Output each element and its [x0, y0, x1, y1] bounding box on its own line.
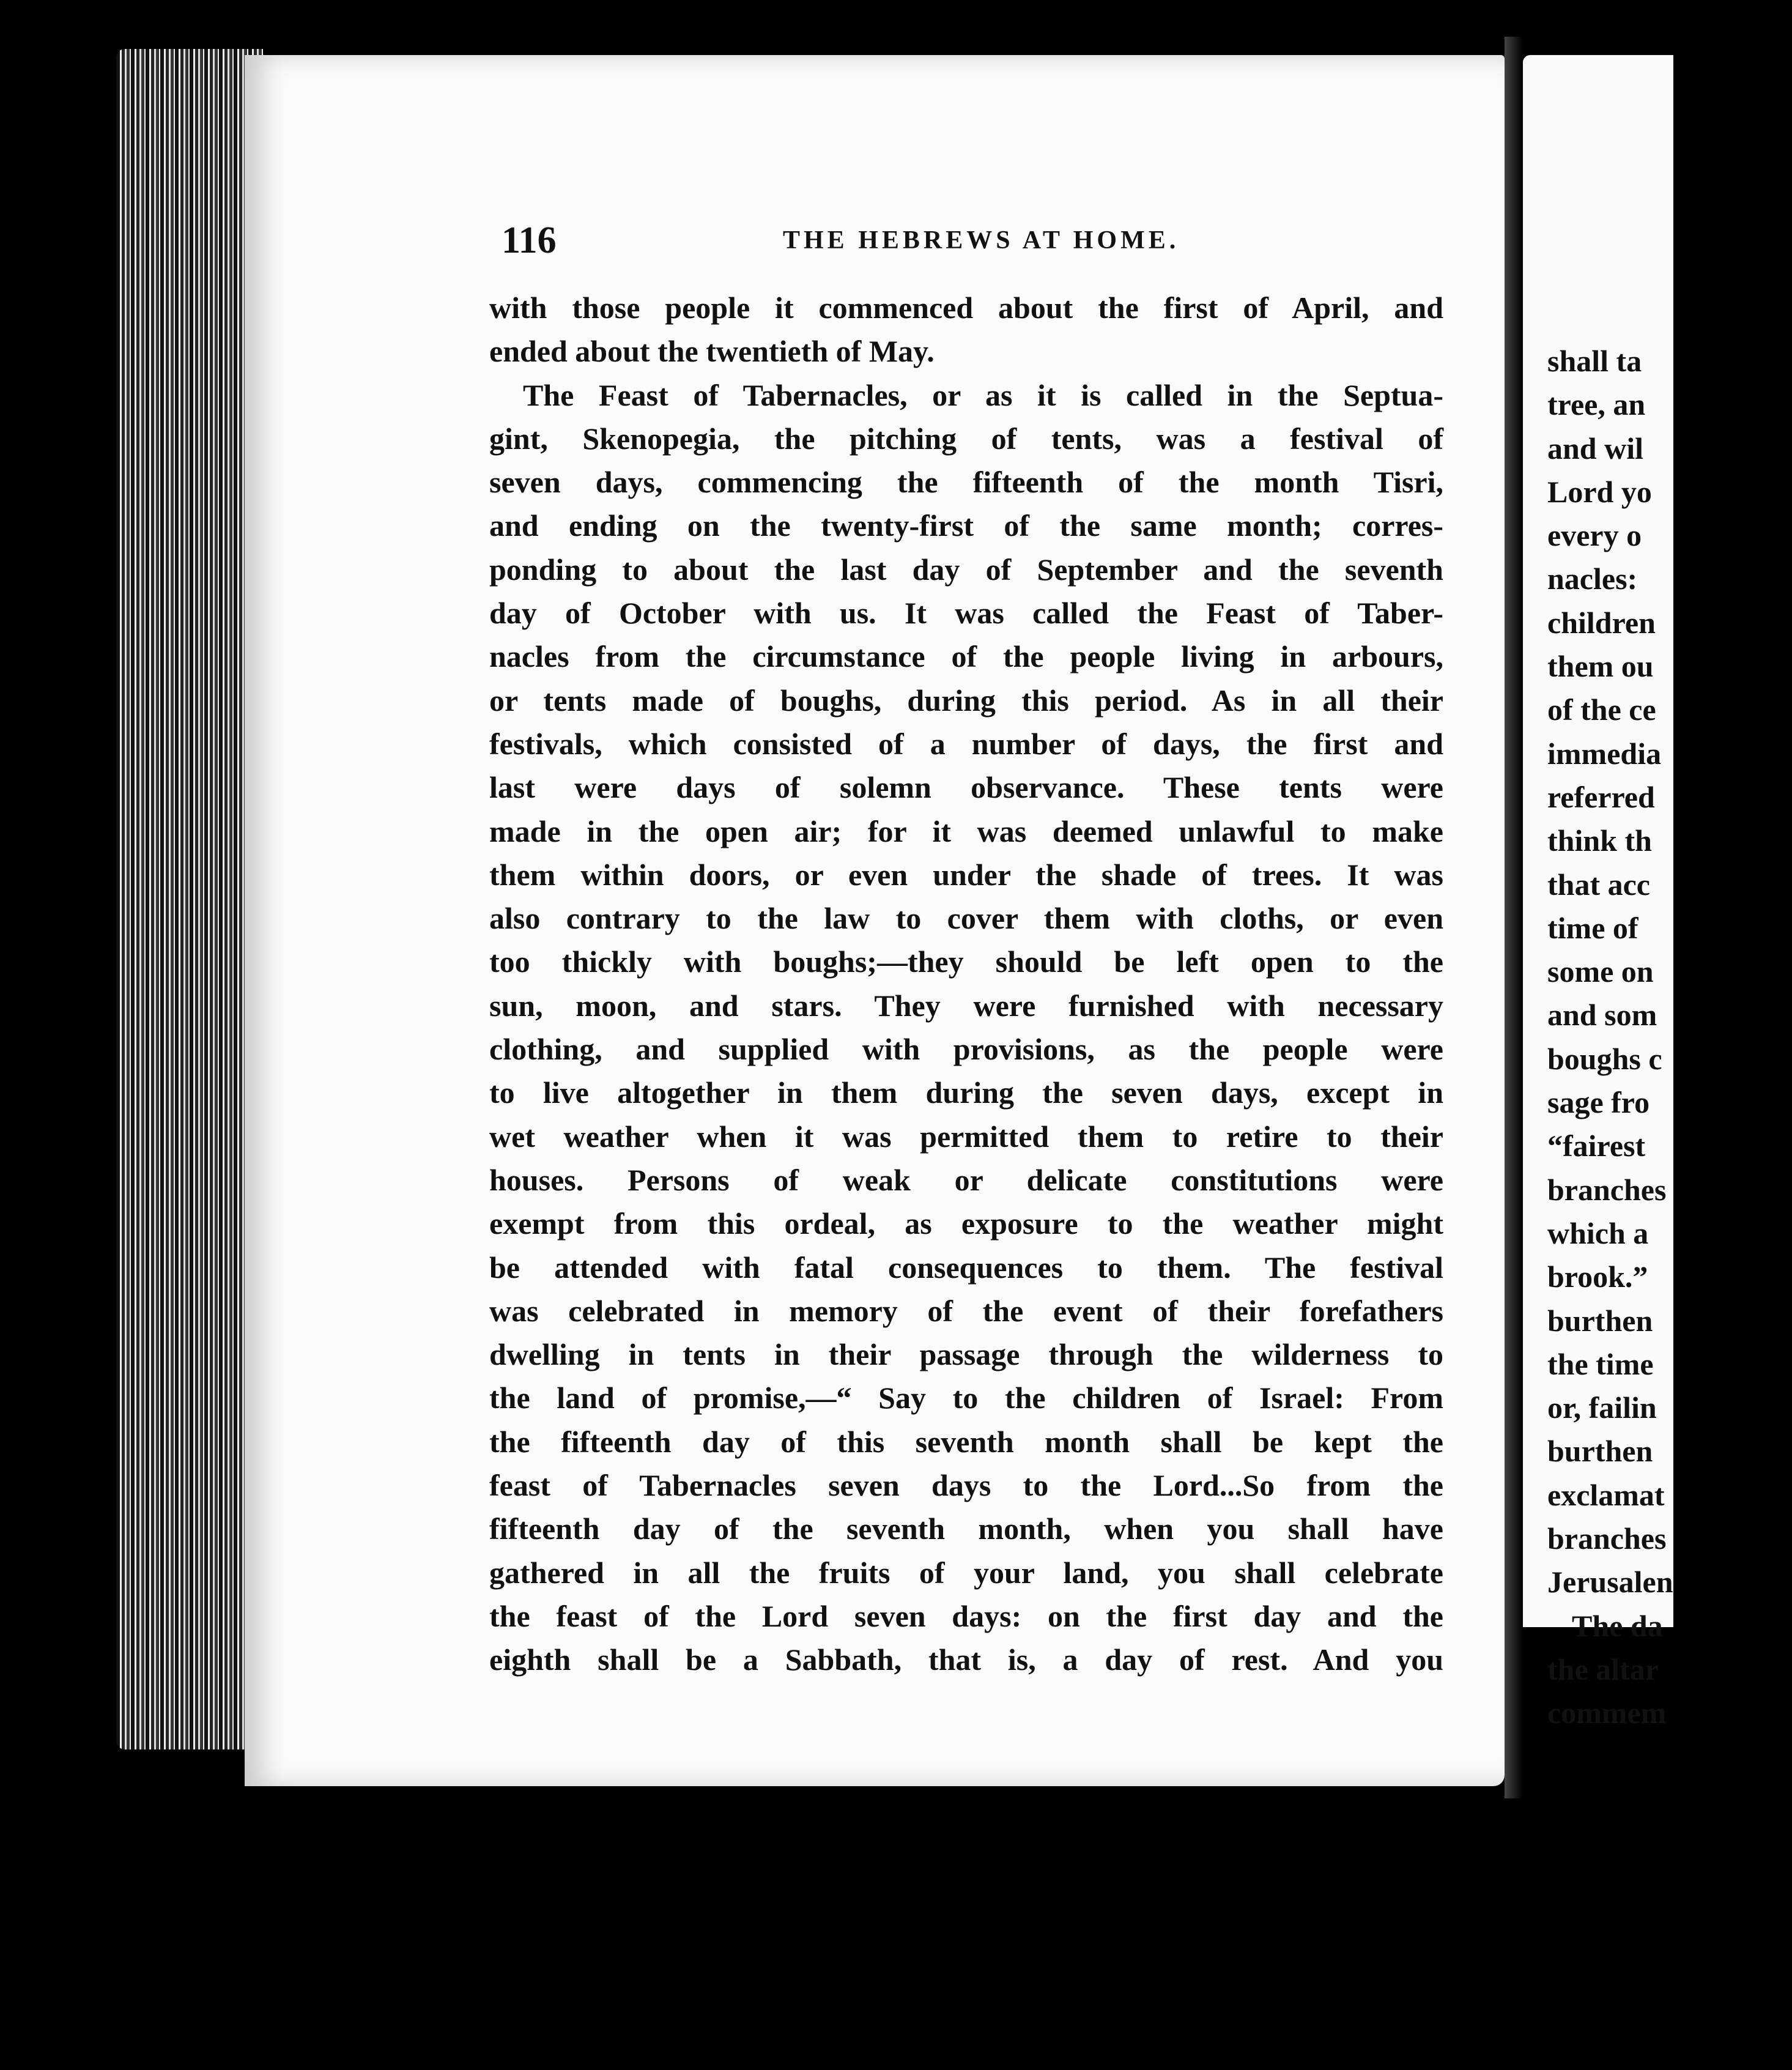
text-line: houses. Persons of weak or delicate constitutions were: [489, 1162, 1443, 1197]
facing-line: burthen: [1547, 1303, 1653, 1338]
text-line: exempt from this ordeal, as exposure to the weather might: [489, 1206, 1443, 1241]
text-line: gint, Skenopegia, the pitching of tents, was a festival of: [489, 421, 1443, 456]
text-line: to live altogether in them during the seven days, except in: [489, 1075, 1443, 1110]
text-line: day of October with us. It was called the Feast of Taber-: [489, 596, 1443, 631]
facing-line: “fairest: [1547, 1129, 1646, 1163]
text-line: feast of Tabernacles seven days to the Lord...So from the: [489, 1468, 1443, 1503]
facing-line: children: [1547, 605, 1656, 640]
facing-line: them ou: [1547, 649, 1654, 684]
text-line: eighth shall be a Sabbath, that is, a day of rest. And you: [489, 1642, 1443, 1677]
facing-line: The da: [1572, 1608, 1663, 1643]
text-line: or tents made of boughs, during this period. As in all their: [489, 683, 1443, 718]
text-line: also contrary to the law to cover them with cloths, or even: [489, 901, 1443, 936]
facing-line: referred: [1547, 779, 1655, 814]
text-line: the feast of the Lord seven days: on the first day and the: [489, 1598, 1443, 1633]
text-line: fifteenth day of the seventh month, when you shall have: [489, 1512, 1443, 1546]
text-line: the land of promise,—“ Say to the children of Israel: From: [489, 1381, 1443, 1415]
text-line: ended about the twentieth of May.: [489, 334, 935, 369]
facing-line: exclamat: [1547, 1477, 1665, 1512]
text-line: them within doors, or even under the shade of trees. It was: [489, 857, 1443, 892]
text-line: be attended with fatal consequences to them. The festival: [489, 1250, 1443, 1285]
text-line: wet weather when it was permitted them to retire to their: [489, 1119, 1443, 1154]
text-line: The Feast of Tabernacles, or as it is called in the Septua-: [523, 377, 1443, 412]
facing-line: brook.”: [1547, 1259, 1648, 1294]
running-head: [502, 213, 1511, 268]
text-line: made in the open air; for it was deemed unlawful to make: [489, 814, 1443, 848]
facing-line: that acc: [1547, 867, 1650, 902]
text-line: with those people it commenced about the first of April, and: [489, 291, 1443, 325]
facing-line: of the ce: [1547, 692, 1656, 727]
facing-line: boughs c: [1547, 1041, 1662, 1076]
facing-line: tree, an: [1547, 387, 1646, 422]
running-title: THE HEBREWS AT HOME.: [783, 226, 1180, 254]
text-line: the fifteenth day of this seventh month shall be kept the: [489, 1424, 1443, 1459]
text-line: and ending on the twenty-first of the same month; corres-: [489, 508, 1443, 543]
text-line: too thickly with boughs;—they should be left open to the: [489, 944, 1443, 979]
page-number: 116: [502, 220, 557, 261]
text-line: clothing, and supplied with provisions, as the people were: [489, 1032, 1443, 1067]
facing-line: think th: [1547, 823, 1652, 858]
facing-line: which a: [1547, 1215, 1649, 1250]
facing-line: immedia: [1547, 736, 1662, 771]
text-line: seven days, commencing the fifteenth of the month Tisri,: [489, 465, 1443, 500]
text-line: dwelling in tents in their passage through the wilderness to: [489, 1337, 1443, 1372]
facing-line: sage fro: [1547, 1085, 1650, 1120]
text-line: was celebrated in memory of the event of their forefathers: [489, 1293, 1443, 1328]
facing-line: and som: [1547, 998, 1657, 1033]
facing-line: and wil: [1547, 431, 1644, 466]
facing-line: Lord yo: [1547, 474, 1652, 509]
facing-line: burthen: [1547, 1434, 1653, 1469]
book-page-edges: [116, 49, 263, 1749]
facing-line: branches: [1547, 1521, 1667, 1556]
facing-line: Jerusalen: [1547, 1565, 1673, 1600]
text-line: nacles from the circumstance of the people living in arbours,: [489, 639, 1443, 674]
facing-line: or, failin: [1547, 1390, 1657, 1425]
facing-line: the time: [1547, 1346, 1654, 1381]
facing-line: some on: [1547, 954, 1654, 989]
facing-line: the altar: [1547, 1652, 1659, 1686]
text-line: sun, moon, and stars. They were furnished with necessary: [489, 988, 1443, 1023]
facing-line: nacles:: [1547, 562, 1638, 596]
text-line: last were days of solemn observance. These tents were: [489, 770, 1443, 805]
facing-line: every o: [1547, 518, 1642, 553]
book-gutter: [1505, 37, 1523, 1798]
facing-line: time of: [1547, 910, 1638, 945]
text-line: gathered in all the fruits of your land, you shall celebrate: [489, 1555, 1443, 1590]
text-line: ponding to about the last day of September and the seventh: [489, 552, 1443, 587]
facing-line: commem: [1547, 1696, 1667, 1731]
facing-line: branches: [1547, 1172, 1667, 1207]
body-text: [489, 286, 1443, 1682]
facing-page: [1523, 55, 1673, 1731]
text-line: festivals, which consisted of a number of days, the first and: [489, 726, 1443, 761]
facing-page-text: [1547, 339, 1792, 1735]
facing-line: shall ta: [1547, 344, 1642, 378]
